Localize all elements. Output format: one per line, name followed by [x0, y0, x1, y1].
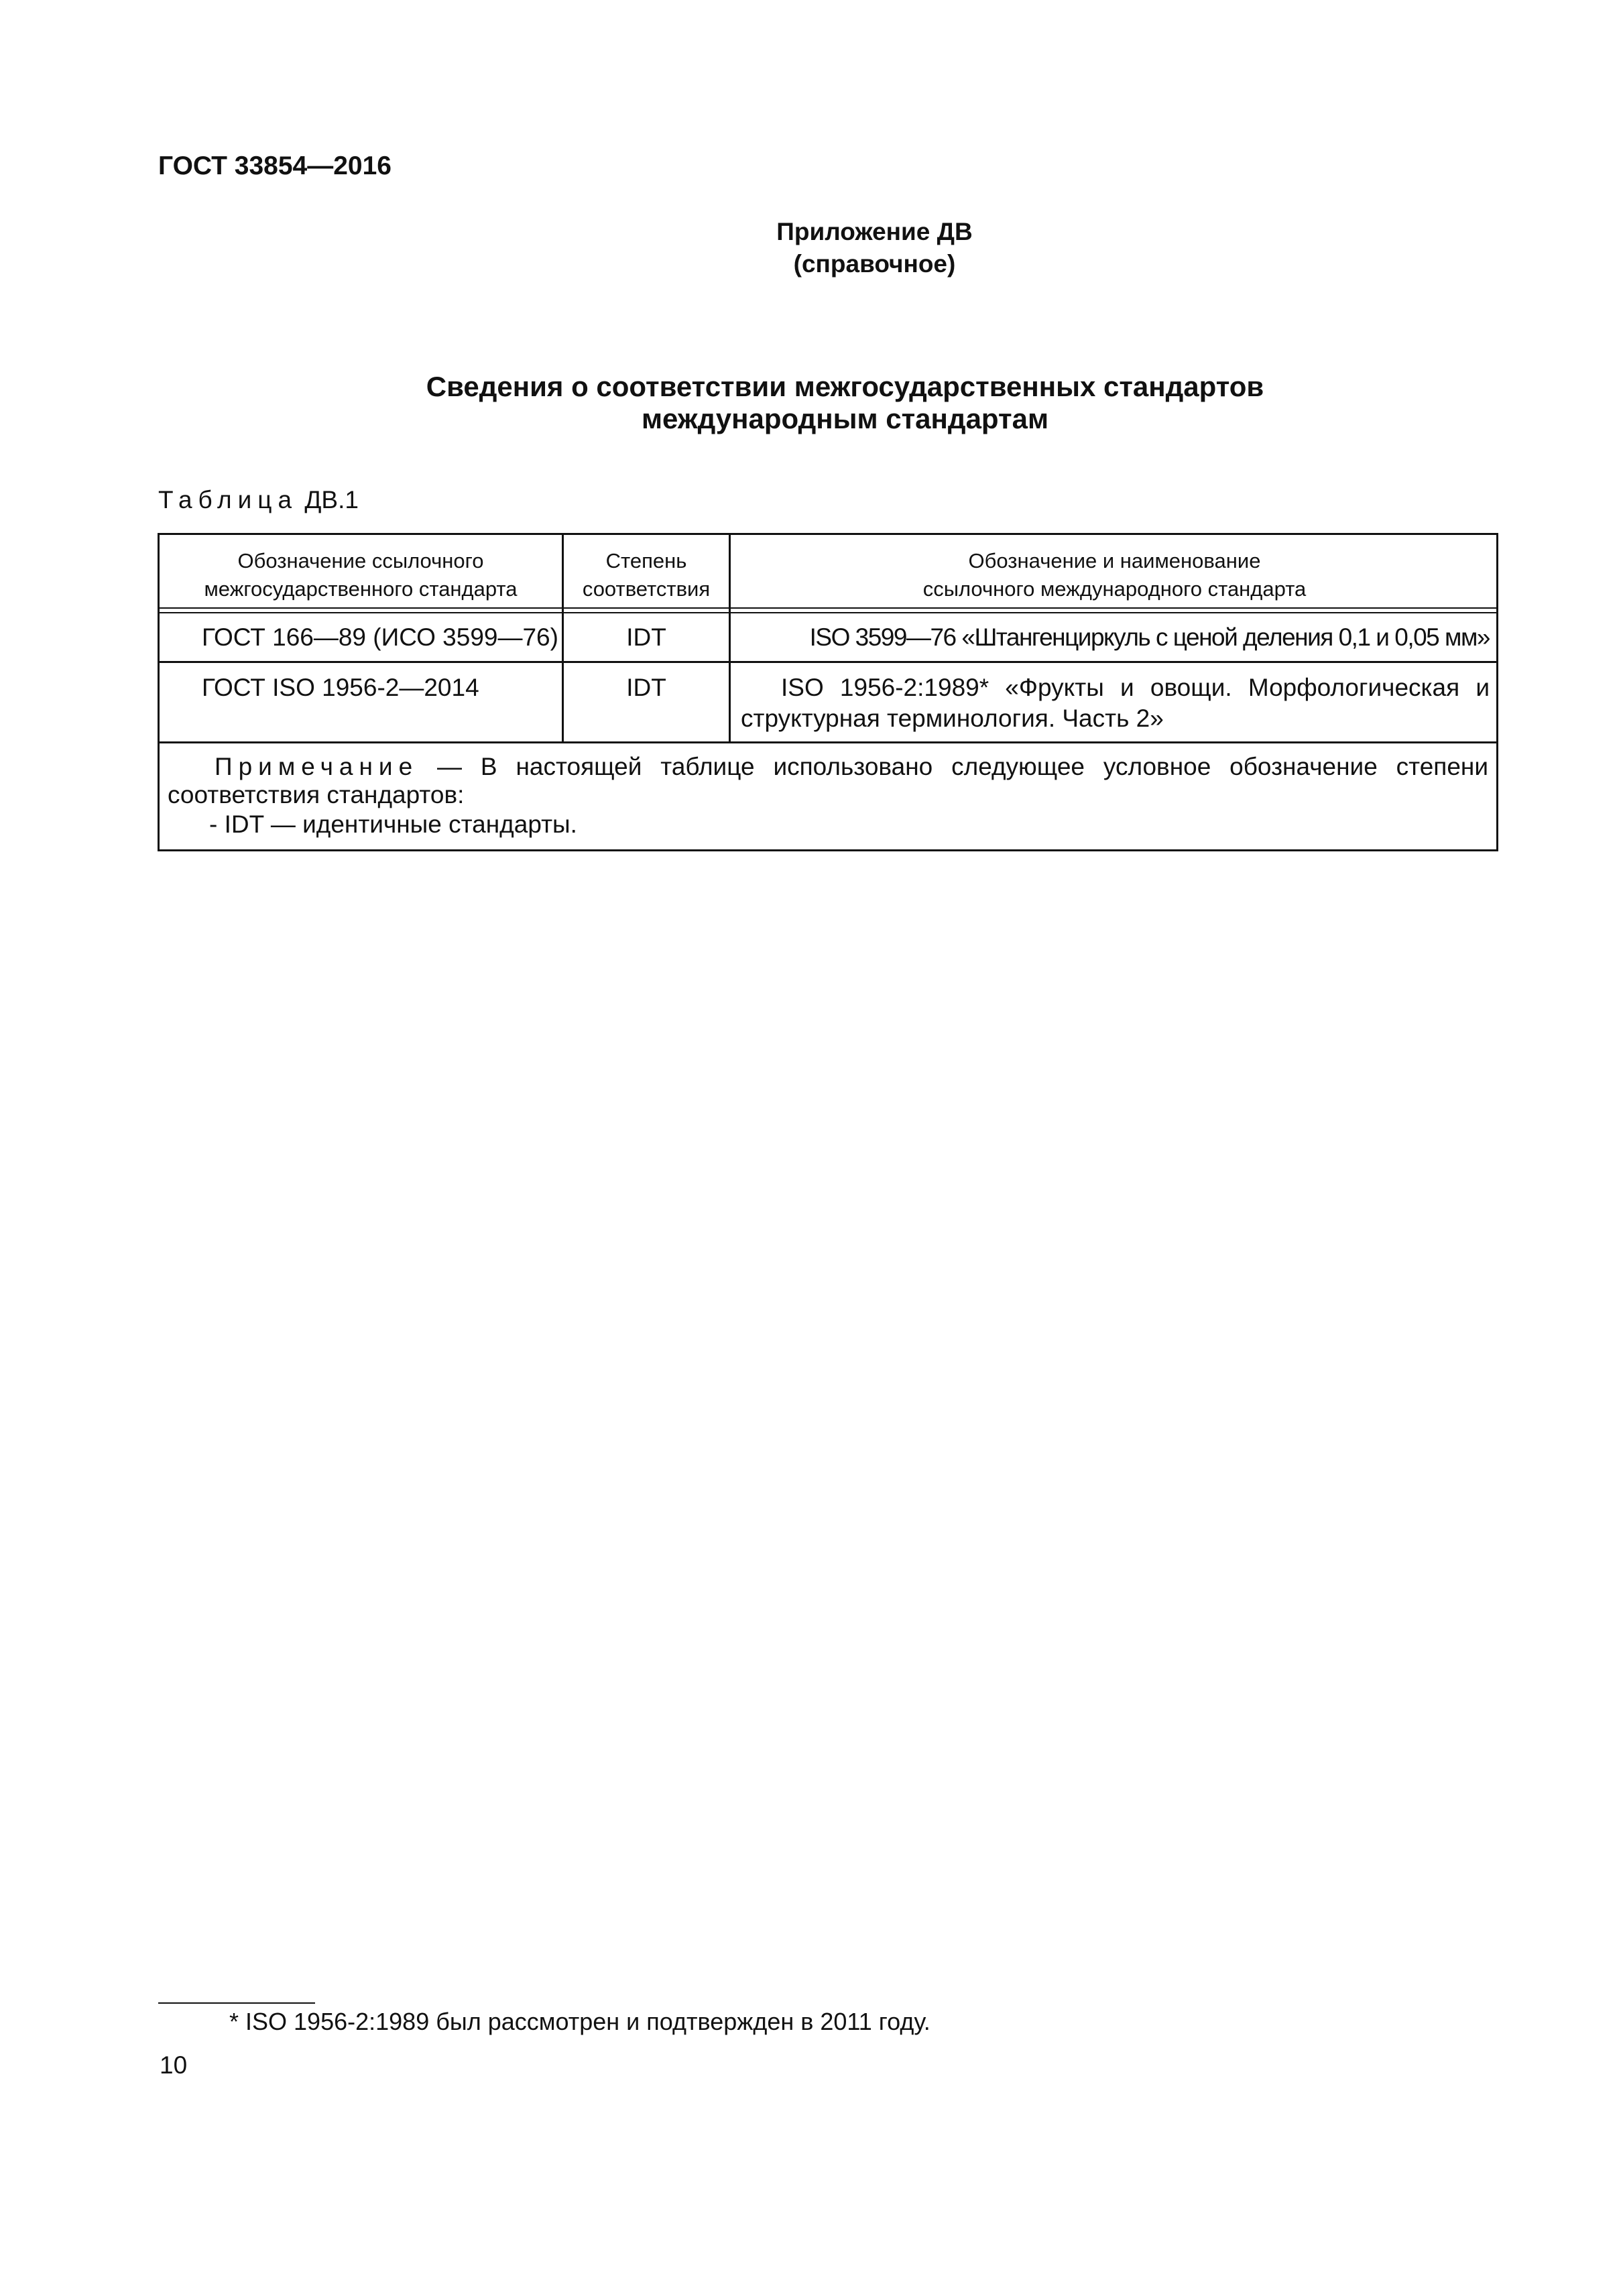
table-row-1-designation: ГОСТ 166—89 (ИСО 3599—76)	[202, 623, 558, 651]
footnote-separator	[158, 2002, 315, 2004]
table-row-1-degree: IDT	[626, 623, 666, 651]
table-row-2-degree: IDT	[626, 674, 666, 701]
header-international-line2: ссылочного международного стандарта	[922, 577, 1307, 601]
table-caption-label: Таблица	[158, 486, 298, 513]
header-degree-line1: Степень	[605, 549, 687, 572]
table-row-1-international: ISO 3599—76 «Штангенциркуль с ценой деления 0,1 и 0,05 мм»	[809, 623, 1490, 651]
footnote: * ISO 1956-2:1989 был рассмотрен и подтвержден в 2011 году.	[229, 2008, 930, 2035]
section-title-line1: Сведения о соответствии межгосударственных стандартов	[426, 371, 1264, 402]
page-number: 10	[160, 2051, 188, 2079]
section-title-line2: международным стандартам	[641, 403, 1049, 434]
row-divider-2	[160, 741, 1496, 743]
row-divider-1	[160, 661, 1496, 663]
table-caption	[158, 486, 359, 514]
header-designation-line1: Обозначение ссылочного	[237, 549, 484, 572]
header-international-line1: Обозначение и наименование	[968, 549, 1261, 572]
header-rule-bottom	[160, 612, 1496, 613]
header-degree-line2: соответствия	[582, 577, 711, 601]
section-title	[0, 371, 1623, 435]
table-note-text: — В настоящей таблице использовано следующее условное обозначение степени соответствия стандартов:	[168, 753, 1488, 808]
correspondence-table	[158, 533, 1498, 851]
document-code: ГОСТ 33854—2016	[158, 152, 392, 180]
table-row-2-designation: ГОСТ ISO 1956-2—2014	[202, 674, 479, 701]
header-international	[731, 547, 1498, 603]
appendix-kind: (справочное)	[793, 250, 956, 278]
appendix-title: Приложение ДВ	[776, 218, 973, 245]
table-note-label: Примечание	[215, 753, 419, 780]
header-rule-top	[160, 607, 1496, 609]
appendix-heading	[0, 216, 1623, 280]
header-designation	[160, 547, 562, 603]
table-note-item: - IDT — идентичные стандарты.	[209, 810, 577, 838]
header-degree	[564, 547, 729, 603]
table-row-2-international: ISO 1956-2:1989* «Фрукты и овощи. Морфологическая и структурная терминология. Часть 2»	[741, 674, 1490, 732]
table-note	[168, 753, 1488, 809]
header-designation-line2: межгосударственного стандарта	[204, 577, 518, 601]
table-caption-number: ДВ.1	[304, 486, 359, 513]
